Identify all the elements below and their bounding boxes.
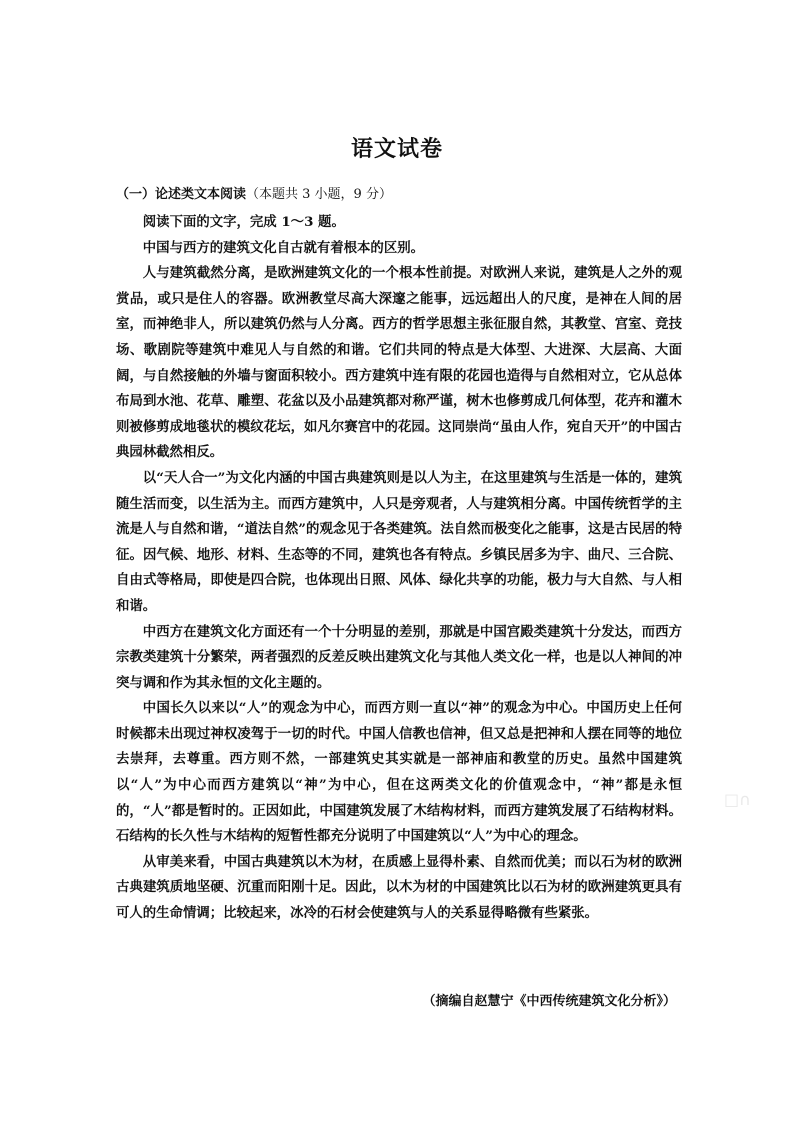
passage-paragraph: 中国长久以来以“人”的观念为中心，而西方则一直以“神”的观念为中心。中国历史上任何时候都未出现过神权凌驾于一切的时代。中国人信教也信神，但又总是把神和人摆在同等的地位去崇拜，去尊重。西方则不然，一部建筑史其实就是一部神庙和教堂的历史。虽然中国建筑以“人”为中心而西方建筑以“神”为中心，但在这两类文化的价值观念中，“神”都是永恒的，“人”都是暂时的。正因如此，中国建筑发展了木结构材料，而西方建筑发展了石结构材料。石结构的长久性与木结构的短暂性都充分说明了中国建筑以“人”为中心的理念。 <box>116 700 682 845</box>
reading-passage <box>116 210 682 927</box>
thesis-sentence: 中国与西方的建筑文化自古就有着根本的区别。 <box>142 239 424 256</box>
passage-paragraph: 中西方在建筑文化方面还有一个十分明显的差别，那就是中国宫殿类建筑十分发达，而西方宗教类建筑十分繁荣，两者强烈的反差反映出建筑文化与其他人类文化一样，也是以人神间的冲突与调和作为其永恒的文化主题的。 <box>116 623 682 691</box>
passage-paragraph: 从审美来看，中国古典建筑以木为材，在质感上显得朴素、自然而优美；而以石为材的欧洲古典建筑质地坚硬、沉重而阳刚十足。因此，以木为材的中国建筑比以石为材的欧洲建筑更具有可人的生命情调；比较起来，冰冷的石材会使建筑与人的关系显得略微有些紧张。 <box>116 853 682 922</box>
source-citation: （摘编自赵慧宁《中西传统建筑文化分析》） <box>422 994 676 1009</box>
instruction-text: 阅读下面的文字，完成 1～3 题。 <box>142 214 345 230</box>
section-heading <box>116 183 392 202</box>
watermark-logo: □∩ <box>724 790 751 809</box>
section-note: （本题共 3 小题，9 分） <box>246 187 392 202</box>
section-title: （一）论述类文本阅读 <box>116 187 247 202</box>
passage-paragraph: 人与建筑截然分离，是欧洲建筑文化的一个根本性前提。对欧洲人来说，建筑是人之外的观赏品，或只是住人的容器。欧洲教堂尽高大深邃之能事，远远超出人的尺度，是神在人间的居室，而神绝非人，所以建筑仍然与人分离。西方的哲学思想主张征服自然，其教堂、宫室、竞技场、歌剧院等建筑中难见人与自然的和谐。它们共同的特点是大体型、大进深、大层高、大面阔，与自然接触的外墙与窗面积较小。西方建筑中连有限的花园也造得与自然相对立，它从总体布局到水池、花草、雕塑、花盆以及小品建筑都对称严谨，树木也修剪成几何体型，花卉和灌木则被修剪成地毯状的模纹花坛，如凡尔赛宫中的花园。这同崇尚“虽由人作，宛自天开”的中国古典园林截然相反。 <box>116 265 682 461</box>
page-title: 语文试卷 <box>350 136 443 162</box>
passage-paragraph: 以“天人合一”为文化内涵的中国古典建筑则是以人为主，在这里建筑与生活是一体的，建筑随生活而变，以生活为主。而西方建筑中，人只是旁观者，人与建筑相分离。中国传统哲学的主流是人与自然和谐，“道法自然”的观念见于各类建筑。法自然而极变化之能事，这是古民居的特征。因气候、地形、材料、生态等的不同，建筑也各有特点。乡镇民居多为宇、曲尺、三合院、自由式等格局，即使是四合院，也体现出日照、风体、绿化共享的功能，极力与大自然、与人相和谐。 <box>116 469 682 614</box>
